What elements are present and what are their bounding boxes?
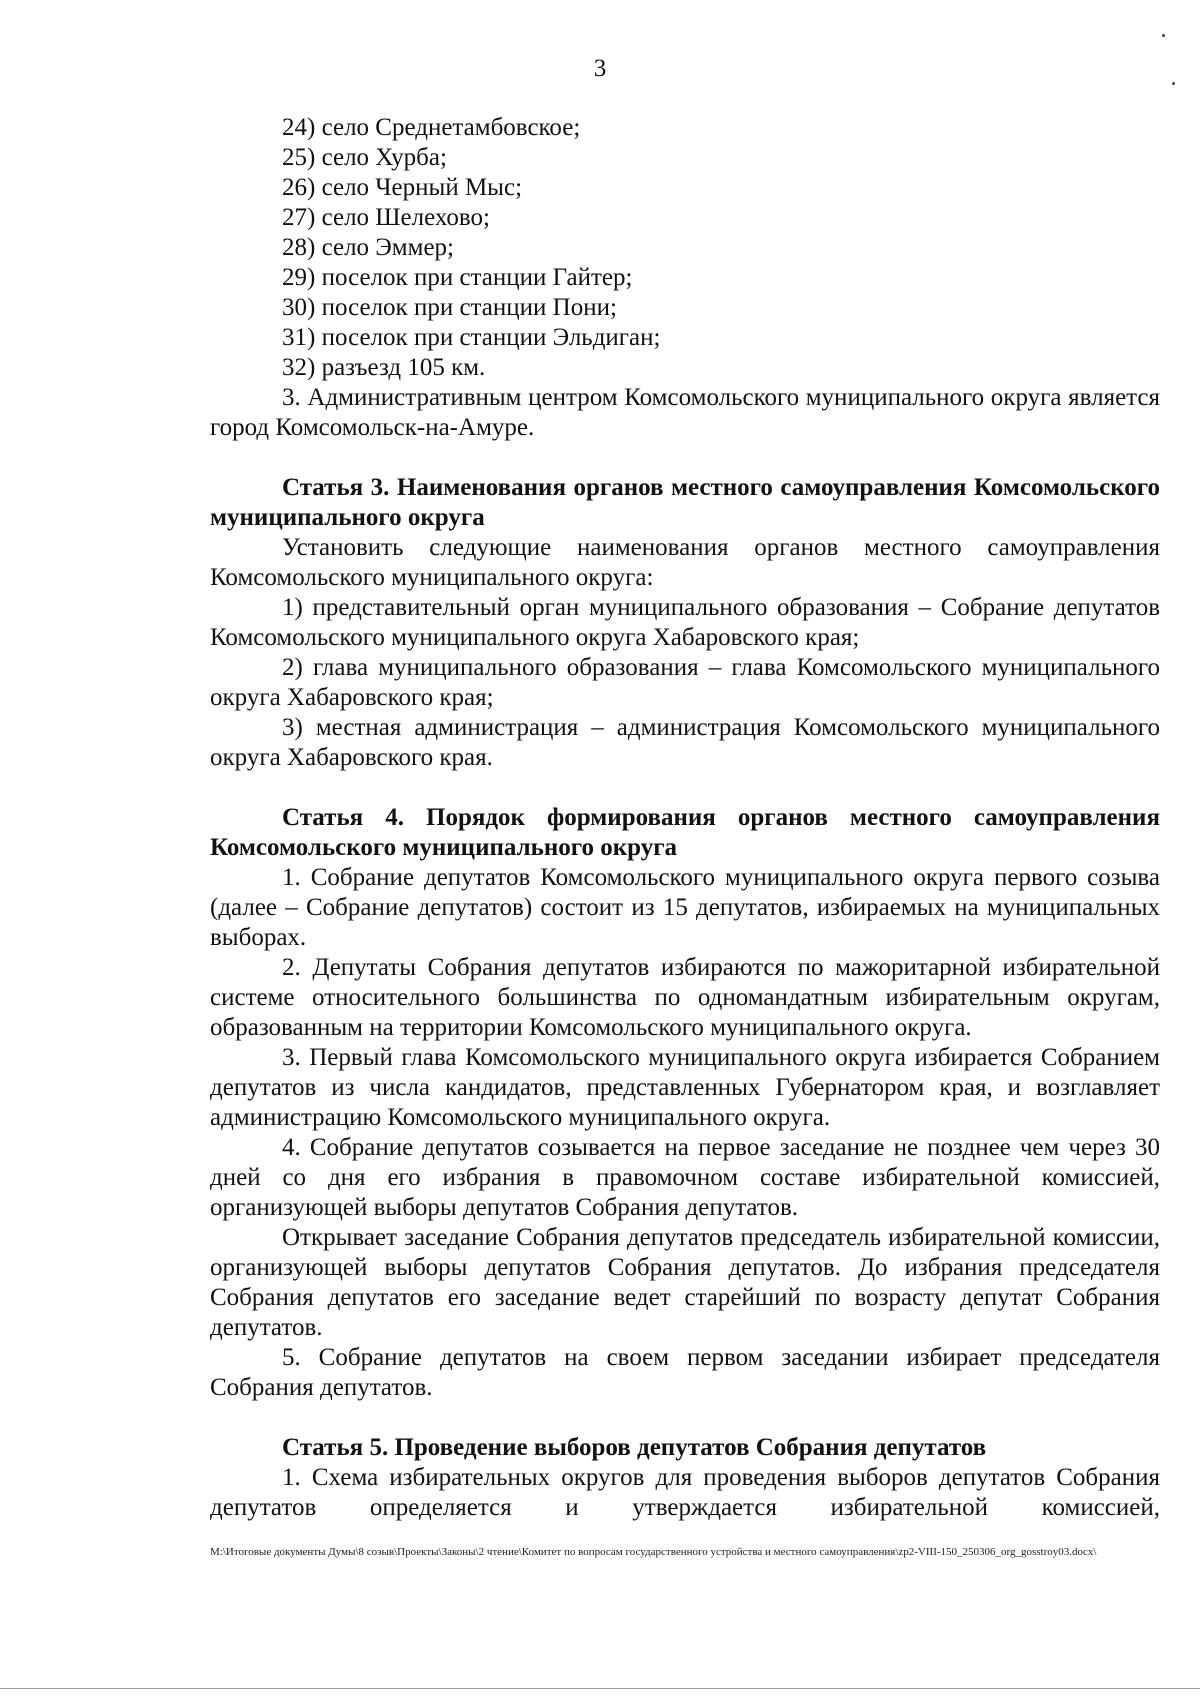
article5-heading: Статья 5. Проведение выборов депутатов Собрания депутатов — [282, 1434, 987, 1461]
article5-paragraph: 1. Схема избирательных округов для проведения выборов депутатов Собрания депутатов определяется и утверждается избирательной комиссией, — [210, 1464, 1160, 1521]
article4-paragraph: Открывает заседание Собрания депутатов председатель избирательной комиссии, организующей выборы депутатов Собрания депутатов. До избрания председателя Собрания депутатов его заседание ведет старейший по возрасту депутат Собрания депутатов. — [210, 1224, 1160, 1341]
page-number: 3 — [593, 55, 607, 82]
list-item: 26) село Черный Мыс; — [282, 174, 523, 201]
article4-heading: Статья 4. Порядок формирования органов местного самоуправления Комсомольского муниципального округа — [210, 804, 1160, 861]
list-item: 31) поселок при станции Эльдиган; — [282, 324, 661, 351]
list-item: 24) село Среднетамбовское; — [282, 114, 581, 141]
list-item: 29) поселок при станции Гайтер; — [282, 264, 633, 291]
list-item: 28) село Эммер; — [282, 234, 454, 261]
article3-heading: Статья 3. Наименования органов местного самоуправления Комсомольского муниципального округа — [210, 474, 1160, 531]
article3-intro: Установить следующие наименования органов местного самоуправления Комсомольского муниципального округа: — [210, 534, 1160, 591]
list-item: 30) поселок при станции Пони; — [282, 294, 617, 321]
document-body — [210, 113, 1160, 1523]
article4-paragraph: 3. Первый глава Комсомольского муниципального округа избирается Собранием депутатов из числа кандидатов, представленных Губернатором края, и возглавляет администрацию Комсомольского муниципального округа. — [210, 1044, 1160, 1131]
article3-item: 2) глава муниципального образования – глава Комсомольского муниципального округа Хабаровского края; — [210, 654, 1160, 711]
scan-speck — [1162, 34, 1165, 37]
article4-paragraph: 4. Собрание депутатов созывается на первое заседание не позднее чем через 30 дней со дня его избрания в правомочном составе избирательной комиссией, организующей выборы депутатов Собрания депутатов. — [210, 1134, 1160, 1221]
list-item: 27) село Шелехово; — [282, 204, 490, 231]
article2-paragraph3: 3. Административным центром Комсомольского муниципального округа является город Комсомольск-на-Амуре. — [210, 384, 1160, 441]
article4-paragraph: 1. Собрание депутатов Комсомольского муниципального округа первого созыва (далее – Собрание депутатов) состоит из 15 депутатов, избираемых на муниципальных выборах. — [210, 864, 1160, 951]
article4-paragraph: 5. Собрание депутатов на своем первом заседании избирает председателя Собрания депутатов. — [210, 1344, 1160, 1401]
file-path-footer: M:\Итоговые документы Думы\8 созыв\Проекты\Законы\2 чтение\Комитет по вопросам государственного устройства и местного самоуправления\zp2-VIII-150_250306_org_gosstroy03.docx\ — [210, 1546, 1097, 1558]
article3-item: 1) представительный орган муниципального образования – Собрание депутатов Комсомольского муниципального округа Хабаровского края; — [210, 594, 1160, 651]
list-item: 32) разъезд 105 км. — [282, 354, 486, 381]
article3-item: 3) местная администрация – администрация Комсомольского муниципального округа Хабаровского края. — [210, 714, 1160, 771]
scan-edge-line — [0, 1688, 1200, 1689]
list-item: 25) село Хурба; — [282, 144, 447, 171]
article4-paragraph: 2. Депутаты Собрания депутатов избираются по мажоритарной избирательной системе относительного большинства по одномандатным избирательным округам, образованным на территории Комсомольского муниципального округа. — [210, 954, 1160, 1041]
